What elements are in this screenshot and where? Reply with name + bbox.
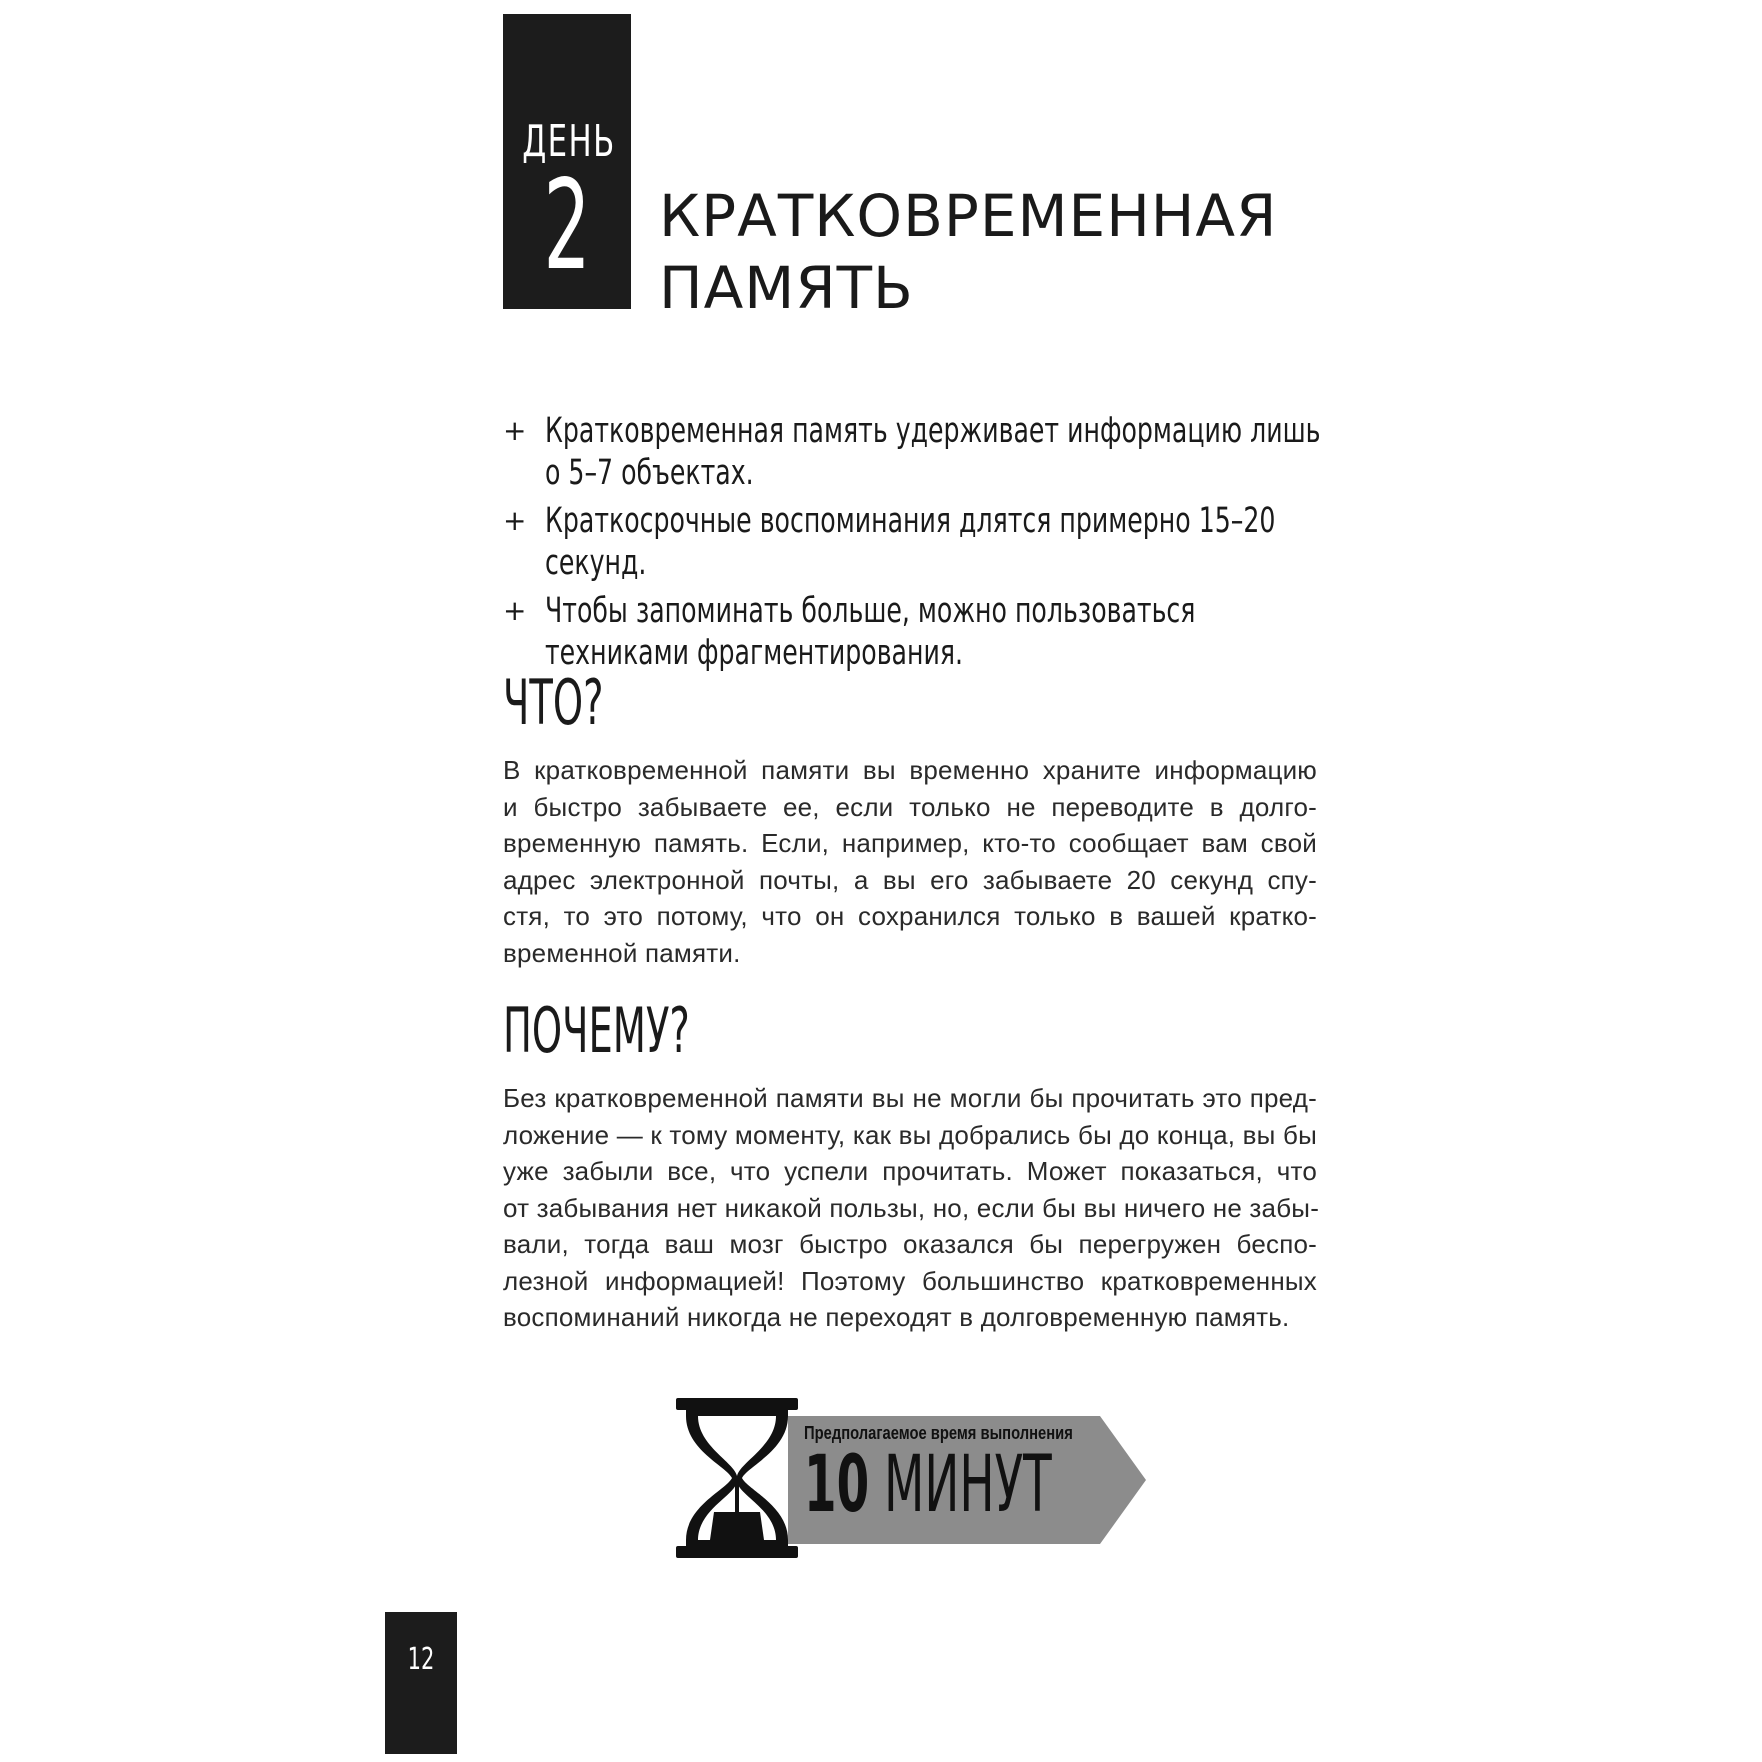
chapter-title (659, 180, 1359, 324)
chapter-title-line-1: КРАТКОВРЕМЕННАЯ (659, 182, 1278, 250)
time-value (804, 1440, 1052, 1530)
key-point-text: Кратковременная память удерживает информацию лишь о 5–7 объектах. (545, 411, 1321, 493)
why-line: от забывания нет никакой пользы, но, если бы вы ничего не забы- (503, 1192, 1320, 1223)
day-number: 2 (543, 154, 591, 298)
why-line: вали, тогда ваш мозг быстро оказался бы перегружен беспо- (503, 1229, 1317, 1259)
why-line: уже забыли все, что успели прочитать. Может показаться, что (503, 1156, 1317, 1186)
key-point (503, 500, 1363, 584)
why-paragraph (503, 1080, 1320, 1336)
day-label: ДЕНЬ (522, 116, 616, 167)
page-number-badge (385, 1612, 457, 1754)
day-badge (503, 14, 631, 309)
plus-icon: + (503, 594, 527, 627)
plus-icon: + (503, 504, 527, 537)
key-point-text: Чтобы запоминать больше, можно пользоваться техниками фрагментирования. (545, 591, 1196, 673)
why-heading: ПОЧЕМУ? (503, 994, 690, 1067)
key-points-list (503, 410, 1363, 680)
why-line: ложение — к тому моменту, как вы добрались бы до конца, вы бы (503, 1119, 1317, 1150)
what-line: временную память. Если, например, кто-то сообщает вам свой (503, 828, 1317, 858)
what-line: стя, то это потому, что он сохранился только в вашей кратко- (503, 901, 1317, 931)
why-line: лезной информацией! Поэтому большинство кратковременных (503, 1265, 1317, 1296)
key-point (503, 410, 1363, 494)
time-caption: Предполагаемое время выполнения (804, 1423, 1073, 1443)
what-line: В кратковременной памяти вы временно храните информацию (503, 755, 1317, 785)
chapter-title-line-2: ПАМЯТЬ (659, 254, 914, 322)
what-heading: ЧТО? (503, 666, 604, 739)
time-unit: МИНУТ (884, 1440, 1052, 1530)
plus-icon: + (503, 414, 527, 447)
what-line: временной памяти. (503, 937, 741, 968)
page-number: 12 (407, 1642, 435, 1677)
what-line: и быстро забываете ее, если только не переводите в долго- (503, 791, 1317, 822)
key-point-text: Краткосрочные воспоминания длятся примерно 15–20 секунд. (545, 501, 1276, 583)
hourglass-icon (676, 1398, 798, 1558)
why-line: воспоминаний никогда не переходят в долговременную память. (503, 1302, 1290, 1332)
what-line: адрес электронной почты, а вы его забываете 20 секунд спу- (503, 864, 1317, 895)
key-point (503, 590, 1363, 674)
time-number: 10 (804, 1440, 870, 1530)
estimated-time-banner (676, 1390, 1146, 1565)
why-line: Без кратковременной памяти вы не могли бы прочитать это пред- (503, 1083, 1317, 1113)
what-paragraph (503, 752, 1317, 971)
